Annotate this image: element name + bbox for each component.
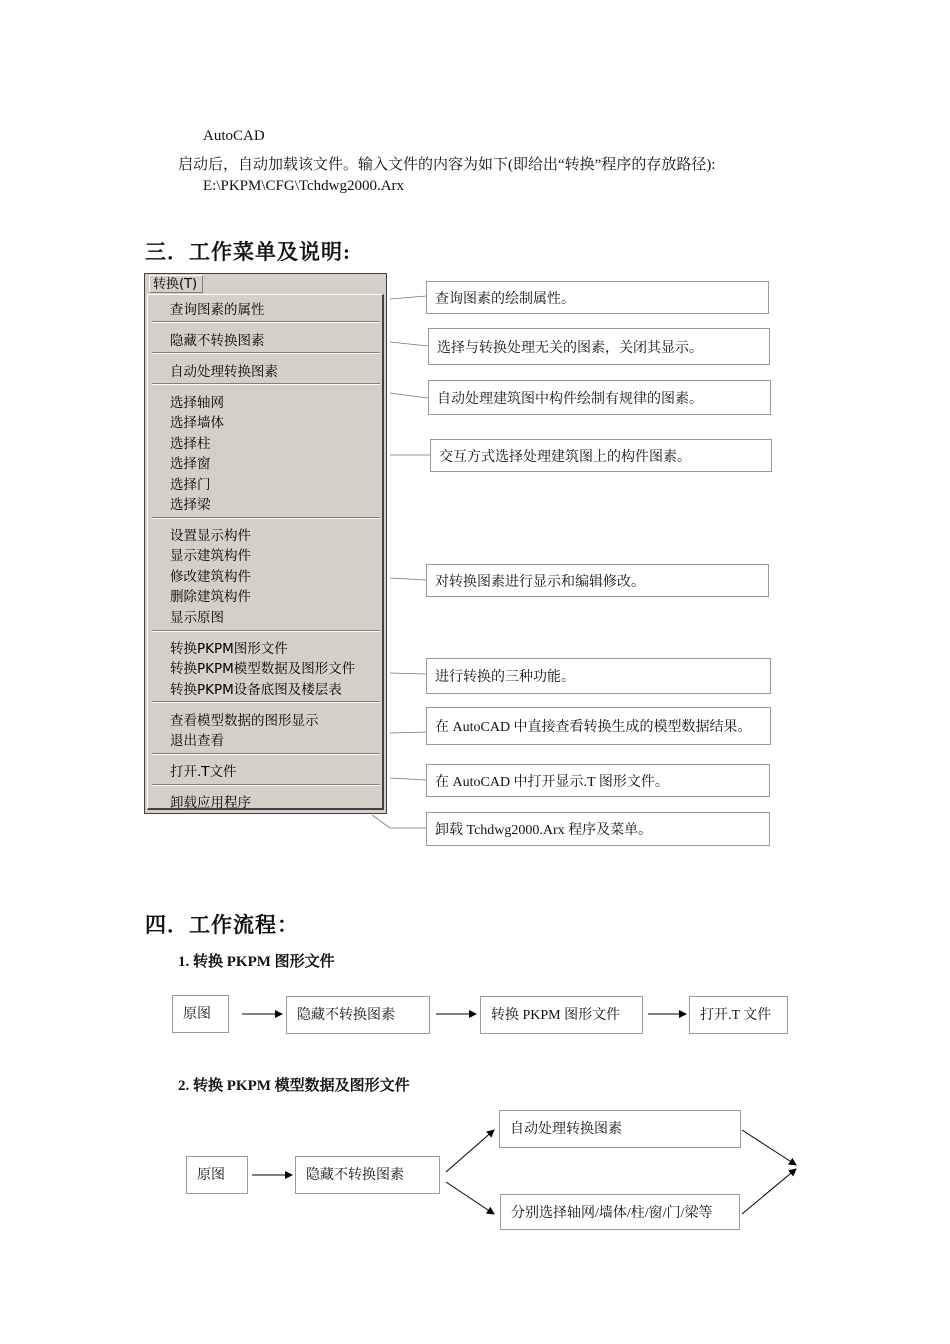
menu-item-delete-components[interactable]: 删除建筑构件 [170, 589, 251, 605]
callout-select: 交互方式选择处理建筑图上的构件图素。 [430, 439, 772, 472]
menu-item-hide-elements[interactable]: 隐藏不转换图素 [170, 333, 265, 349]
intro-line-3: E:\PKPM\CFG\Tchdwg2000.Arx [203, 178, 405, 194]
callout-view-model: 在 AutoCAD 中直接查看转换生成的模型数据结果。 [426, 707, 771, 745]
menu-item-select-column[interactable]: 选择柱 [170, 436, 211, 452]
section-4-title: 四．工作流程： [145, 913, 299, 937]
menu-item-select-wall[interactable]: 选择墙体 [170, 415, 224, 431]
menu-item-auto-process[interactable]: 自动处理转换图素 [170, 364, 278, 380]
flow-2-title: 2. 转换 PKPM 模型数据及图形文件 [178, 1078, 410, 1094]
callout-auto-process: 自动处理建筑图中构件绘制有规律的图素。 [428, 380, 771, 415]
flow-1-step-hide: 隐藏不转换图素 [286, 996, 430, 1034]
callout-query: 查询图素的绘制属性。 [426, 281, 769, 314]
menu-item-unload[interactable]: 卸载应用程序 [170, 795, 251, 811]
menu-item-convert-graphics[interactable]: 转换PKPM图形文件 [170, 641, 288, 657]
menu-title[interactable]: 转换(T) [149, 275, 203, 293]
flow-2-step-hide: 隐藏不转换图素 [295, 1156, 440, 1194]
menu-item-exit-view[interactable]: 退出查看 [170, 733, 224, 749]
callout-unload: 卸载 Tchdwg2000.Arx 程序及菜单。 [426, 812, 770, 846]
menu-item-view-model[interactable]: 查看模型数据的图形显示 [170, 713, 319, 729]
section-3-title: 三．工作菜单及说明: [145, 240, 351, 264]
menu-item-select-door[interactable]: 选择门 [170, 477, 211, 493]
menu-item-set-display[interactable]: 设置显示构件 [170, 528, 251, 544]
flow-1-step-convert: 转换 PKPM 图形文件 [480, 996, 643, 1034]
flow-2-step-original: 原图 [186, 1156, 248, 1194]
callout-open-t: 在 AutoCAD 中打开显示.T 图形文件。 [426, 764, 770, 797]
menu-item-convert-model[interactable]: 转换PKPM模型数据及图形文件 [170, 661, 356, 677]
menu-item-select-window[interactable]: 选择窗 [170, 456, 211, 472]
callout-hide: 选择与转换处理无关的图素，关闭其显示。 [428, 328, 770, 365]
flow-2-step-manual-select: 分别选择轴网/墙体/柱/窗/门/梁等 [500, 1194, 740, 1230]
intro-line-2: 启动后，自动加载该文件。输入文件的内容为如下(即给出“转换”程序的存放路径): [178, 157, 716, 173]
callout-convert: 进行转换的三种功能。 [426, 658, 771, 694]
menu-item-select-axis[interactable]: 选择轴网 [170, 395, 224, 411]
intro-line-1: AutoCAD [203, 128, 265, 144]
menu-item-show-original[interactable]: 显示原图 [170, 610, 224, 626]
callout-leaders [372, 296, 430, 828]
menu-item-modify-components[interactable]: 修改建筑构件 [170, 569, 251, 585]
menu-item-show-components[interactable]: 显示建筑构件 [170, 548, 251, 564]
menu-item-open-t-file[interactable]: 打开.T文件 [170, 764, 237, 780]
menu-item-convert-equipment[interactable]: 转换PKPM设备底图及楼层表 [170, 682, 342, 698]
menu-item-query-properties[interactable]: 查询图素的属性 [170, 302, 265, 318]
flow-1-step-open-t: 打开.T 文件 [689, 996, 788, 1034]
menu-item-select-beam[interactable]: 选择梁 [170, 497, 211, 513]
callout-display-edit: 对转换图素进行显示和编辑修改。 [426, 564, 769, 597]
flow-1-step-original: 原图 [172, 995, 229, 1033]
flow-1-title: 1. 转换 PKPM 图形文件 [178, 954, 335, 970]
flow-2-step-auto-process: 自动处理转换图素 [499, 1110, 741, 1148]
